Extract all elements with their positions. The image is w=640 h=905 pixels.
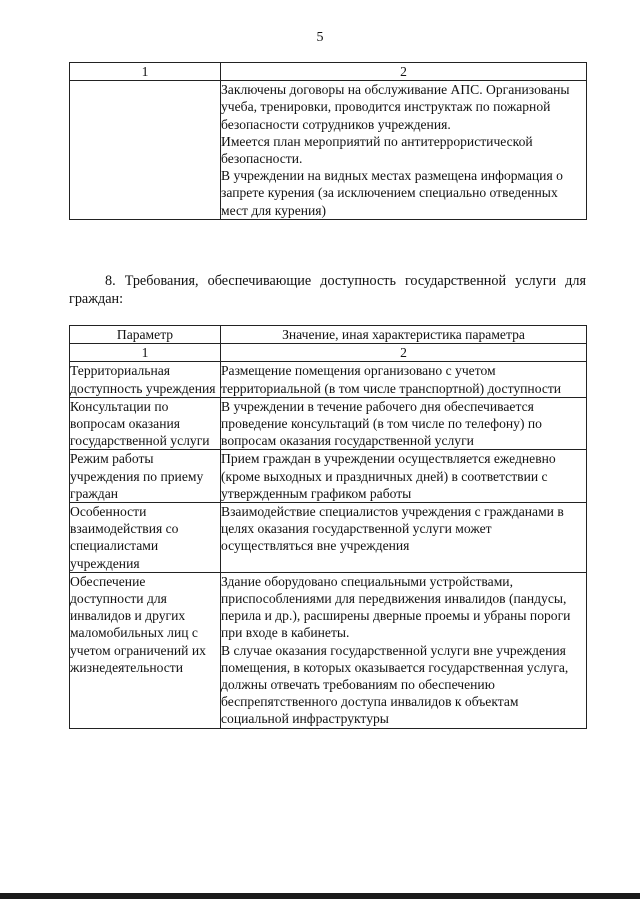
value-cell: Размещение помещения организовано с учетом территориальной (в том числе транспортной) доступности: [221, 362, 587, 397]
table-number-row: [70, 344, 587, 362]
accessibility-table: [69, 325, 587, 729]
table-header-row: [70, 326, 587, 344]
empty-parameter-cell: [70, 81, 221, 220]
parameter-cell: Территориальная доступность учреждения: [70, 362, 221, 397]
column-number-2: 2: [221, 344, 587, 362]
table-row: [70, 503, 587, 573]
scan-border: [0, 893, 640, 899]
value-cell: Прием граждан в учреждении осуществляется ежедневно (кроме выходных и праздничных дней) в соответствии с утвержденным графиком работы: [221, 450, 587, 503]
safety-table: [69, 62, 587, 220]
parameter-cell: Особенности взаимодействия со специалистами учреждения: [70, 503, 221, 573]
column-header-value: Значение, иная характеристика параметра: [221, 326, 587, 344]
table-number-row: [70, 63, 587, 81]
table-row: [70, 572, 587, 728]
parameter-cell: Обеспечение доступности для инвалидов и других маломобильных лиц с учетом ограничений их жизнедеятельности: [70, 572, 221, 728]
column-number-1: 1: [70, 344, 221, 362]
table-row: [70, 397, 587, 450]
paragraph: В случае оказания государственной услуги вне учреждения помещения, в которых оказывается государственная услуга, должны отвечать требованиям по обеспечению беспрепятственного доступа инвалидов к объектам социальной инфраструктуры: [221, 642, 569, 727]
section-heading: 8. Требования, обеспечивающие доступность государственной услуги для граждан:: [69, 273, 586, 307]
value-cell: Взаимодействие специалистов учреждения с гражданами в целях оказания государственной услуги может осуществляться вне учреждения: [221, 503, 587, 573]
parameter-cell: Консультации по вопросам оказания государственной услуги: [70, 397, 221, 450]
table-row: [70, 362, 587, 397]
column-number-1: 1: [70, 63, 221, 81]
paragraph: Заключены договоры на обслуживание АПС. Организованы учеба, тренировки, проводится инструктаж по пожарной безопасности сотрудников учреждения.: [221, 82, 570, 132]
column-number-2: 2: [221, 63, 587, 81]
page-number: 5: [316, 30, 324, 45]
safety-measures-cell: [221, 81, 587, 220]
table-row: [70, 450, 587, 503]
column-header-parameter: Параметр: [70, 326, 221, 344]
paragraph: В учреждении на видных местах размещена информация о запрете курения (за исключением специально отведенных мест для курения): [221, 168, 563, 218]
parameter-cell: Режим работы учреждения по приему граждан: [70, 450, 221, 503]
paragraph: Имеется план мероприятий по антитеррористической безопасности.: [221, 133, 533, 167]
value-cell: [221, 572, 587, 728]
value-cell: В учреждении в течение рабочего дня обеспечивается проведение консультаций (в том числе по телефону) по вопросам оказания государственной услуги: [221, 397, 587, 450]
paragraph: Здание оборудовано специальными устройствами, приспособлениями для передвижения инвалидов (пандусы, перила и др.), расширены дверные проемы и убраны пороги при входе в кабинеты.: [221, 573, 571, 641]
table-row: [70, 81, 587, 220]
